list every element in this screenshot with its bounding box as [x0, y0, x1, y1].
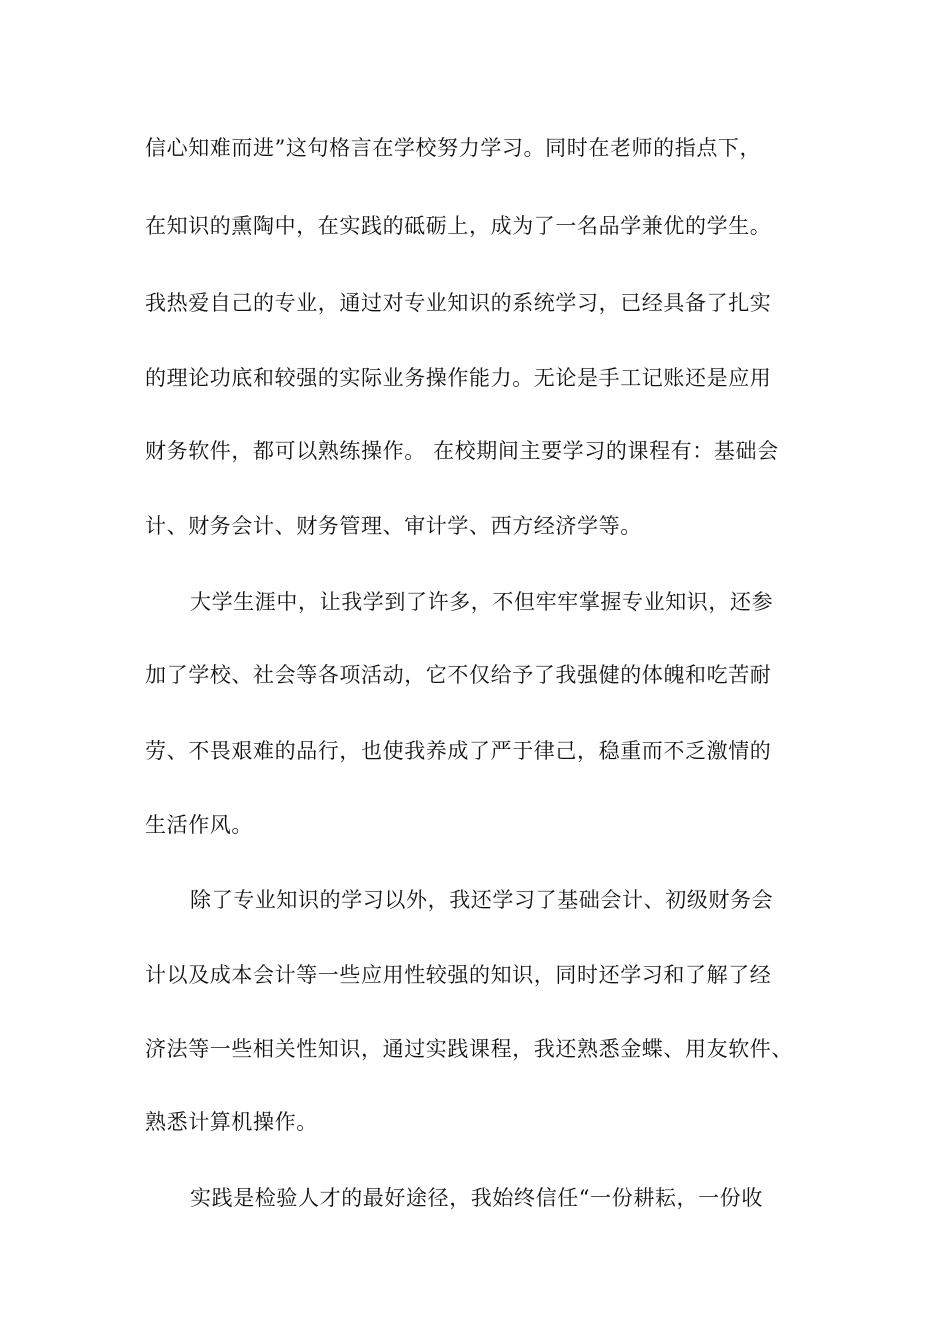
- text-line: 生活作风。: [145, 813, 253, 837]
- paragraph-first-line: 除了专业知识的学习以外，我还学习了基础会计、初级财务会: [190, 888, 774, 912]
- text-line: 加了学校、社会等各项活动，它不仅给予了我强健的体魄和吃苦耐: [145, 663, 772, 687]
- text-line: 济法等一些相关性知识，通过实践课程，我还熟悉金蝶、用友软件、: [145, 1037, 793, 1061]
- text-line: 我热爱自己的专业，通过对专业知识的系统学习，已经具备了扎实: [145, 291, 772, 315]
- text-line: 计以及成本会计等一些应用性较强的知识，同时还学习和了解了经: [145, 963, 772, 987]
- text-line: 在知识的熏陶中，在实践的砥砺上，成为了一名品学兼优的学生。: [145, 214, 772, 238]
- paragraph-first-line: 大学生涯中，让我学到了许多，不但牢牢掌握专业知识，还参: [190, 590, 774, 614]
- text-line: 劳、不畏艰难的品行，也使我养成了严于律己，稳重而不乏激情的: [145, 739, 772, 763]
- text-line: 计、财务会计、财务管理、审计学、西方经济学等。: [145, 514, 642, 538]
- text-line: 财务软件，都可以熟练操作。 在校期间主要学习的课程有：基础会: [145, 439, 779, 463]
- text-line: 的理论功底和较强的实际业务操作能力。无论是手工记账还是应用: [145, 366, 772, 390]
- text-line: 熟悉计算机操作。: [145, 1110, 318, 1134]
- text-line: 信心知难而进”这句格言在学校努力学习。同时在老师的指点下，: [145, 136, 762, 160]
- paragraph-first-line: 实践是检验人才的最好途径，我始终信任“一份耕耘，一份收: [190, 1186, 763, 1210]
